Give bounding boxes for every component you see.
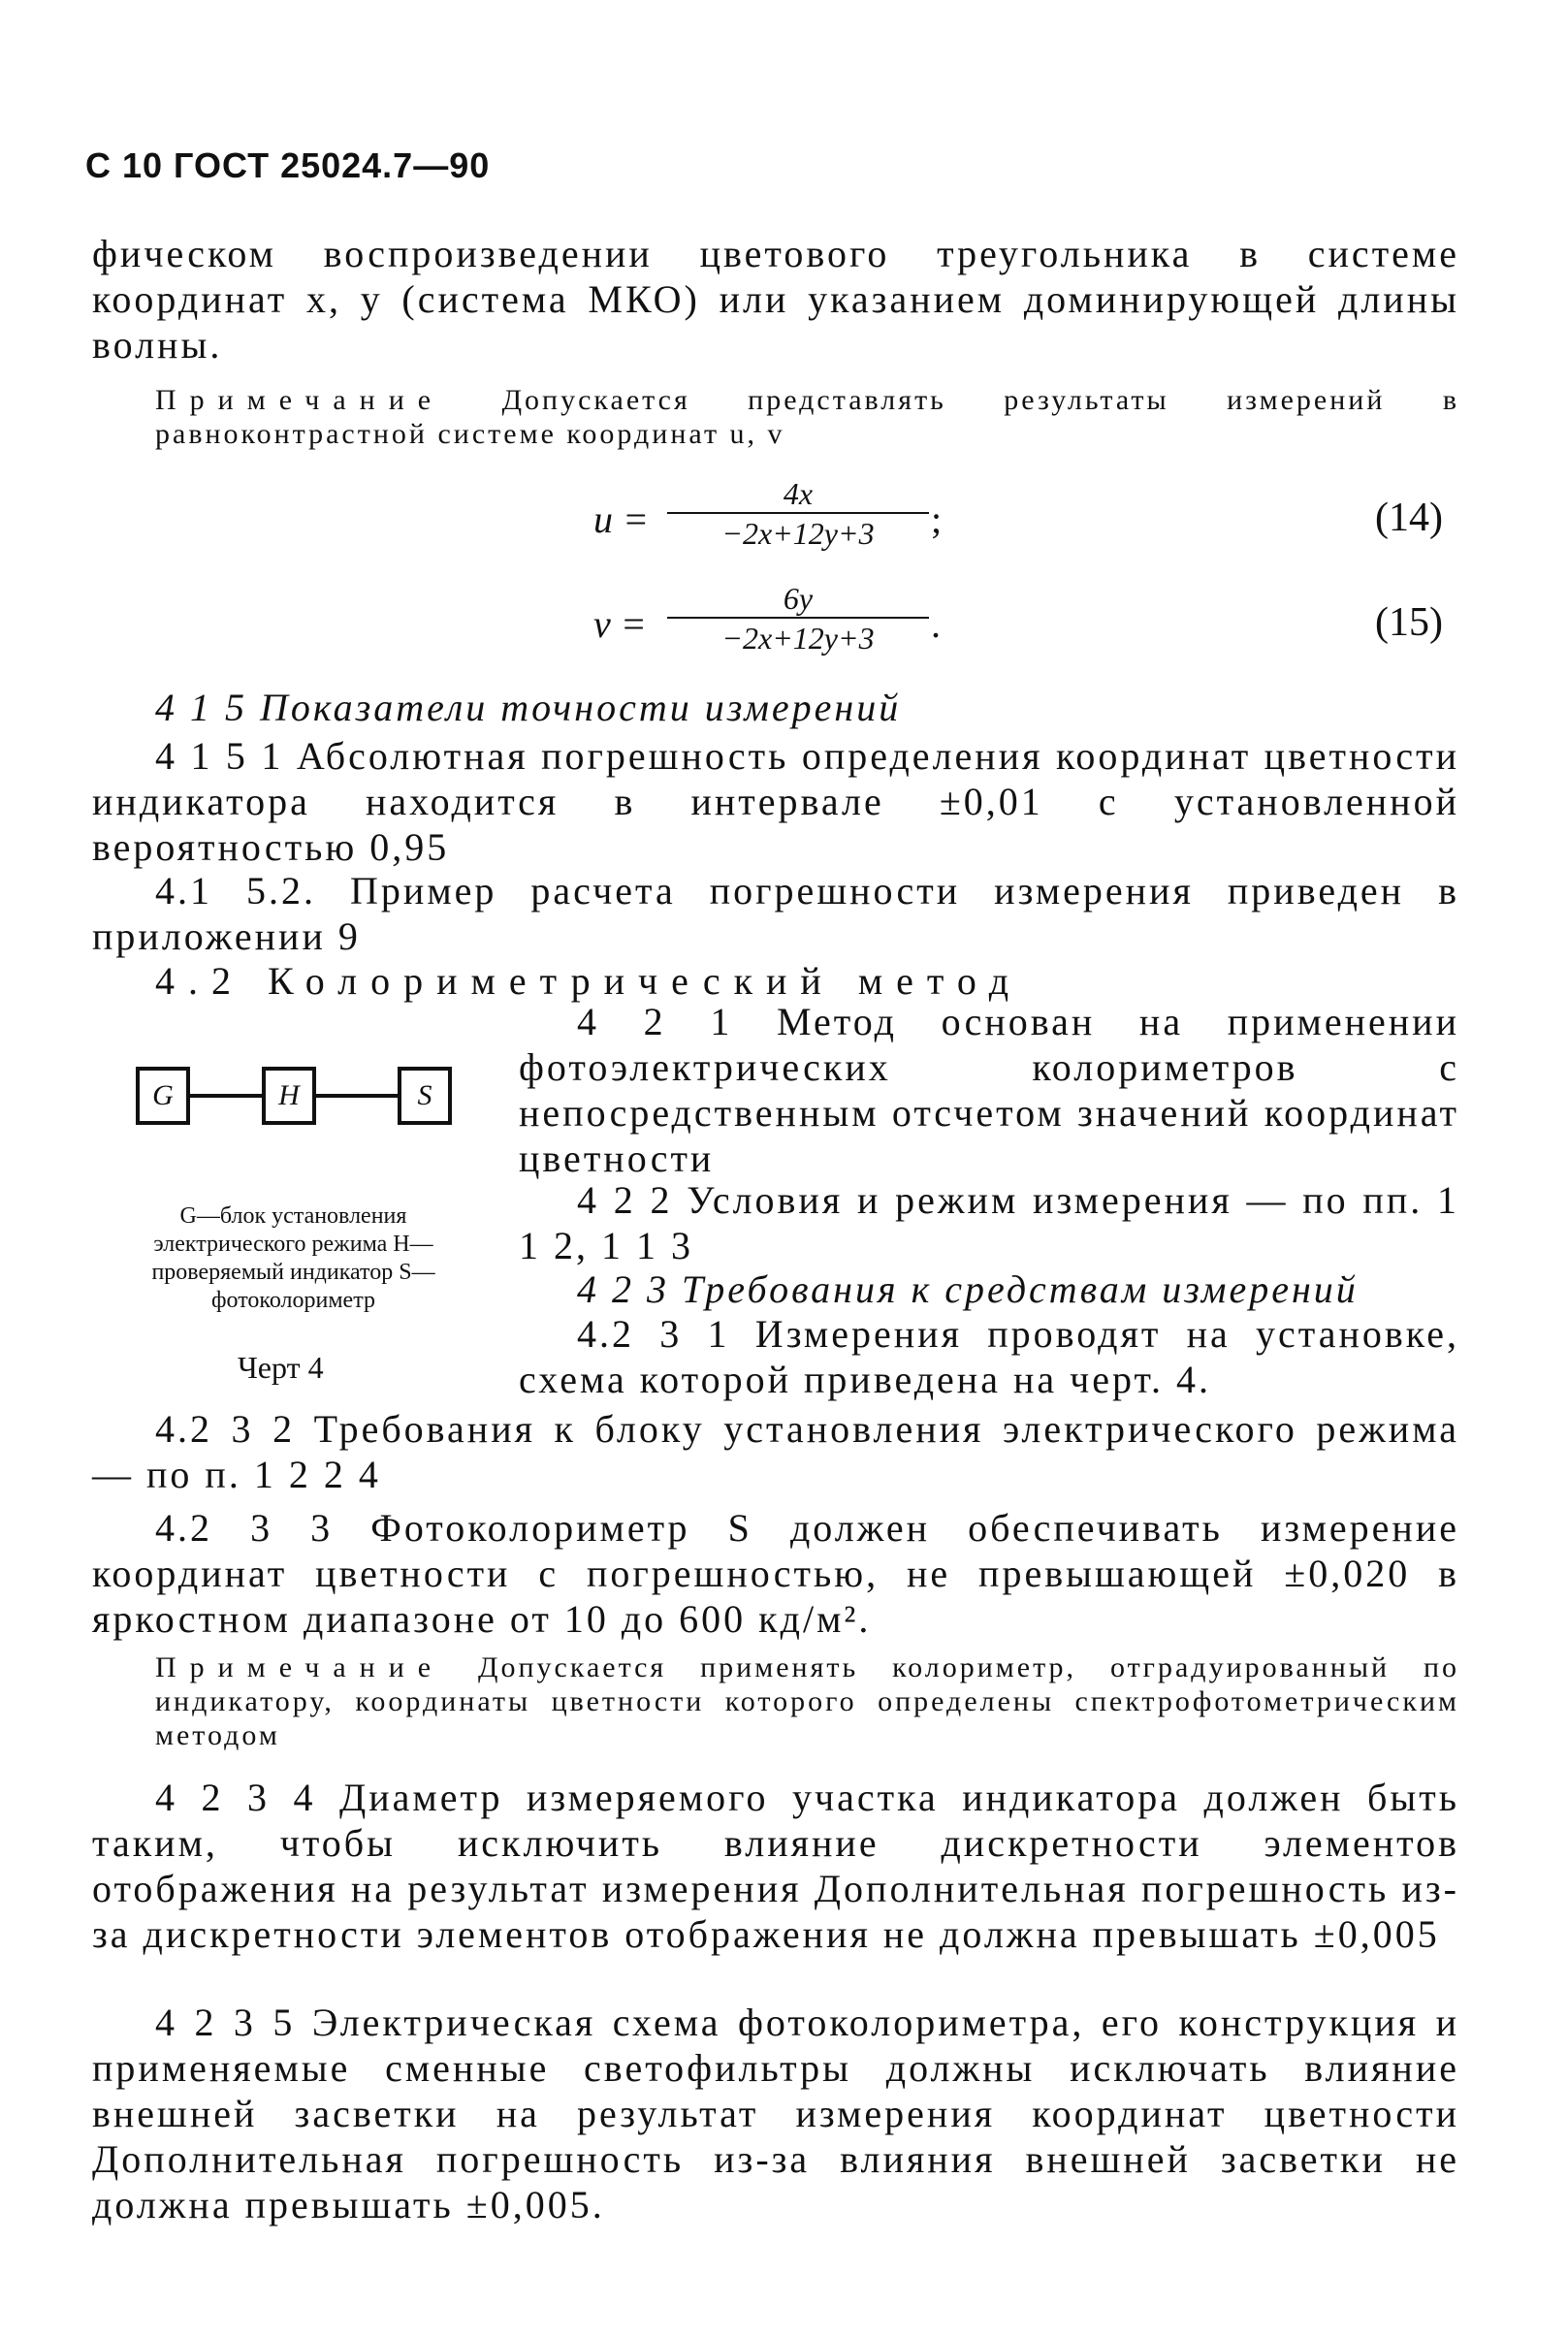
connector-g-h: [190, 1094, 262, 1098]
paragraph-4-2-1: 4 2 1 Метод основан на применении фотоэлектрических колориметров с непосредственным отсчетом значений координат цветности: [519, 1000, 1459, 1180]
formula-14-lhs: u =: [593, 497, 649, 541]
paragraph-4-2-3-4: 4 2 3 4 Диаметр измеряемого участка индикатора должен быть таким, чтобы исключить влияние дискретности элементов отображения на результат измерения Дополнительная погрешность из-за дискретности элементов отображения не должна превышать ±0,005: [92, 1776, 1459, 1956]
formula-14-punct: ;: [931, 497, 943, 541]
section-4-2-3: 4 2 3 Требования к средствам измерений: [577, 1267, 1359, 1311]
paragraph-4-2-3-3: 4.2 3 3 Фотоколориметр S должен обеспечивать измерение координат цветности с погрешностью, не превышающей ±0,020 в яркостном диапазоне от 10 до 600 кд/м².: [92, 1506, 1459, 1641]
note-2-text: Допускается применять колориметр, отградуированный по индикатору, координаты цветности которого определены спектрофотометрическим методом: [155, 1651, 1459, 1751]
block-diagram: [131, 1062, 480, 1139]
formula-14-denominator: −2x+12y+3: [667, 512, 929, 553]
paragraph-4-2-3-2: 4.2 3 2 Требования к блоку установления электрического режима — по п. 1 2 2 4: [92, 1407, 1459, 1496]
formula-15-fraction: [667, 580, 929, 657]
formula-14-number: (14): [1375, 496, 1443, 540]
paragraph-4-2-3-1: 4.2 3 1 Измерения проводят на установке, схема которой приведена на черт. 4.: [519, 1312, 1459, 1401]
formula-14-fraction: [667, 475, 929, 553]
formula-15-lhs: v =: [593, 602, 647, 646]
formula-15-number: (15): [1375, 600, 1443, 645]
note-1-text: Допускается представлять результаты измерений в равноконтрастной системе координат u, v: [155, 384, 1460, 450]
formula-15-denominator: −2x+12y+3: [667, 617, 929, 657]
paragraph-4-1-5-2: 4.1 5.2. Пример расчета погрешности измерения приведен в приложении 9: [92, 869, 1459, 958]
formula-14-numerator: 4x: [783, 476, 814, 511]
note-2: [155, 1650, 1459, 1752]
paragraph-4-2-2: 4 2 2 Условия и режим измерения — по пп. 1 1 2, 1 1 3: [519, 1178, 1459, 1267]
block-g: G: [136, 1067, 190, 1125]
section-4-2: 4.2 Колориметрический метод: [155, 959, 1023, 1003]
note-1: [155, 383, 1459, 451]
paragraph-intro: фическом воспроизведении цветового треугольника в системе координат x, y (система МКО) или указанием доминирующей длины волны.: [92, 232, 1459, 367]
note-1-label: Примечание: [155, 384, 445, 416]
paragraph-4-1-5-1: 4 1 5 1 Абсолютная погрешность определения координат цветности индикатора находится в интервале ±0,01 с установленной вероятностью 0,95: [92, 734, 1459, 869]
formula-15-punct: .: [931, 602, 941, 646]
section-4-1-5: 4 1 5 Показатели точности измерений: [155, 686, 902, 729]
diagram-caption: G—блок установления электрического режима H—проверяемый индикатор S—фотоколориметр: [151, 1203, 435, 1313]
formula-15-numerator: 6y: [783, 581, 814, 616]
connector-h-s: [316, 1094, 398, 1098]
block-s: S: [398, 1067, 452, 1125]
page-header: С 10 ГОСТ 25024.7—90: [85, 145, 491, 185]
paragraph-4-2-3-5: 4 2 3 5 Электрическая схема фотоколориметра, его конструкция и применяемые сменные светофильтры должны исключать влияние внешней засветки на результат измерения координат цветности Дополнительная погрешность из-за влияния внешней засветки не должна превышать ±0,005.: [92, 2001, 1459, 2226]
figure-label: Черт 4: [238, 1350, 324, 1385]
note-2-label: Примечание: [155, 1651, 445, 1683]
block-h: H: [262, 1067, 316, 1125]
